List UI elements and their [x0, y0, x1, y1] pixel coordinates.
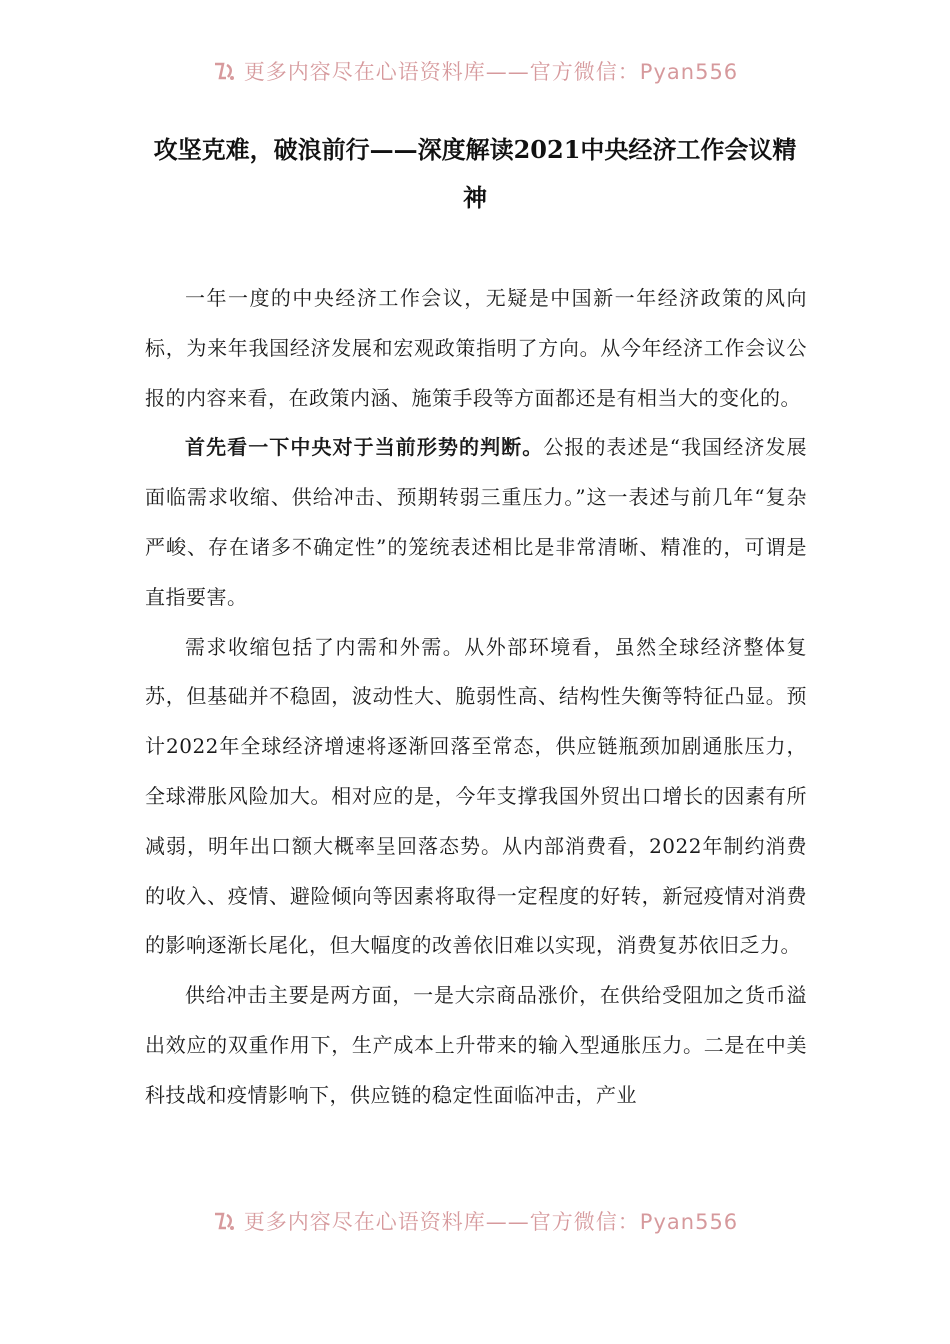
watermark-text: 更多内容尽在心语资料库——官方微信：Pyan556: [243, 60, 739, 84]
paragraph-4: [145, 971, 807, 1120]
paragraph-text: 需求收缩包括了内需和外需。从外部环境看，虽然全球经济整体复苏，但基础并不稳固，波动性大、脆弱性高、结构性失衡等特征凸显。预计2022年全球经济增速将逐渐回落至常态，供应链瓶颈加剧通胀压力，全球滞胀风险加大。相对应的是，今年支撑我国外贸出口增长的因素有所减弱，明年出口额大概率呈回落态势。从内部消费看，2022年制约消费的收入、疫情、避险倾向等因素将取得一定程度的好转，新冠疫情对消费的影响逐渐长尾化，但大幅度的改善依旧难以实现，消费复苏依旧乏力。: [145, 634, 807, 958]
watermark-logo-icon: [212, 1210, 238, 1232]
paragraph-text: 公报的表述是“我国经济发展面临需求收缩、供给冲击、预期转弱三重压力。”这一表述与前几年“复杂严峻、存在诸多不确定性”的笼统表述相比是非常清晰、精准的，可谓是直指要害。: [145, 435, 807, 609]
document-body: [145, 274, 807, 1121]
paragraph-text: 供给冲击主要是两方面，一是大宗商品涨价，在供给受阻加之货币溢出效应的双重作用下，生产成本上升带来的输入型通胀压力。二是在中美科技战和疫情影响下，供应链的稳定性面临冲击，产业: [145, 983, 807, 1107]
document-title: 攻坚克难，破浪前行——深度解读2021中央经济工作会议精神: [153, 135, 797, 212]
paragraph-lead: 首先看一下中央对于当前形势的判断。: [185, 435, 544, 460]
watermark-logo-icon: [212, 60, 238, 82]
paragraph-2: [145, 423, 807, 622]
watermark-footer: [0, 1206, 950, 1236]
paragraph-3: [145, 623, 807, 972]
watermark-text: 更多内容尽在心语资料库——官方微信：Pyan556: [243, 1210, 739, 1234]
watermark-header: [0, 56, 950, 86]
paragraph-1: [145, 274, 807, 423]
paragraph-text: 一年一度的中央经济工作会议，无疑是中国新一年经济政策的风向标，为来年我国经济发展和宏观政策指明了方向。从今年经济工作会议公报的内容来看，在政策内涵、施策手段等方面都还是有相当大的变化的。: [145, 286, 807, 410]
